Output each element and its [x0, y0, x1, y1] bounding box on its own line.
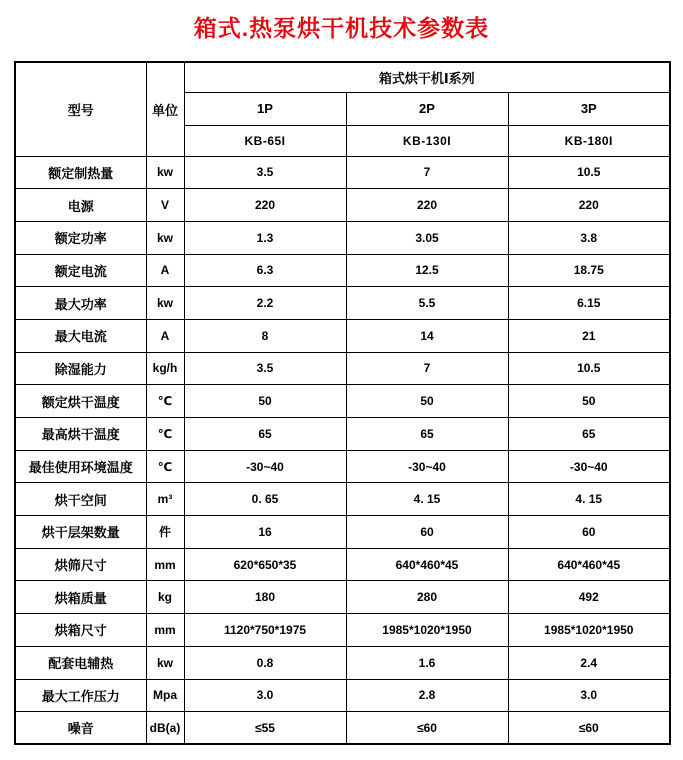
param-value: 3.8 — [508, 221, 670, 254]
param-value: 4. 15 — [346, 483, 508, 516]
spec-row — [15, 646, 670, 679]
param-value: 3.5 — [184, 156, 346, 189]
param-value: 12.5 — [346, 254, 508, 287]
param-label: 最大功率 — [15, 287, 146, 320]
model-number-3p: KB-180I — [508, 125, 670, 156]
param-value: ≤60 — [346, 712, 508, 745]
param-value: 4. 15 — [508, 483, 670, 516]
spec-row — [15, 352, 670, 385]
param-unit: kg — [146, 581, 184, 614]
param-value: 1985*1020*1950 — [346, 614, 508, 647]
param-value: 65 — [508, 418, 670, 451]
param-label: 烘箱质量 — [15, 581, 146, 614]
spec-row — [15, 221, 670, 254]
param-value: 6.15 — [508, 287, 670, 320]
param-value: 220 — [508, 189, 670, 222]
param-unit: V — [146, 189, 184, 222]
param-value: 3.05 — [346, 221, 508, 254]
param-value: ≤60 — [508, 712, 670, 745]
param-value: 5.5 — [346, 287, 508, 320]
param-value: 1.6 — [346, 646, 508, 679]
spec-row — [15, 712, 670, 745]
param-unit: ℃ — [146, 385, 184, 418]
model-number-2p: KB-130I — [346, 125, 508, 156]
param-unit: dB(a) — [146, 712, 184, 745]
param-value: 21 — [508, 319, 670, 352]
param-value: 65 — [346, 418, 508, 451]
param-label: 电源 — [15, 189, 146, 222]
param-value: 3.0 — [508, 679, 670, 712]
param-unit: A — [146, 254, 184, 287]
param-unit: kw — [146, 221, 184, 254]
spec-table-body — [15, 156, 670, 744]
param-label: 噪音 — [15, 712, 146, 745]
spec-row — [15, 156, 670, 189]
param-value: -30~40 — [508, 450, 670, 483]
param-value: 3.5 — [184, 352, 346, 385]
param-unit: A — [146, 319, 184, 352]
param-value: 1985*1020*1950 — [508, 614, 670, 647]
power-header-2p: 2P — [346, 92, 508, 125]
param-value: 60 — [346, 516, 508, 549]
param-value: 2.4 — [508, 646, 670, 679]
param-unit: Mpa — [146, 679, 184, 712]
param-value: 0.8 — [184, 646, 346, 679]
param-value: 2.2 — [184, 287, 346, 320]
param-label: 最大工作压力 — [15, 679, 146, 712]
param-unit: m³ — [146, 483, 184, 516]
spec-row — [15, 679, 670, 712]
spec-table-header — [15, 62, 670, 156]
param-value: 14 — [346, 319, 508, 352]
param-value: 50 — [346, 385, 508, 418]
param-value: 220 — [346, 189, 508, 222]
unit-column-header: 单位 — [146, 62, 184, 156]
spec-table — [14, 61, 671, 745]
param-unit: kw — [146, 287, 184, 320]
param-value: 180 — [184, 581, 346, 614]
param-label: 额定烘干温度 — [15, 385, 146, 418]
param-value: 492 — [508, 581, 670, 614]
param-label: 烘筛尺寸 — [15, 548, 146, 581]
param-value: 7 — [346, 156, 508, 189]
spec-row — [15, 189, 670, 222]
spec-row — [15, 450, 670, 483]
param-value: 10.5 — [508, 352, 670, 385]
param-unit: kw — [146, 646, 184, 679]
page-title: 箱式.热泵烘干机技术参数表 — [193, 15, 490, 41]
param-value: 2.8 — [346, 679, 508, 712]
param-label: 配套电辅热 — [15, 646, 146, 679]
param-label: 烘干层架数量 — [15, 516, 146, 549]
param-value: 10.5 — [508, 156, 670, 189]
param-unit: 件 — [146, 516, 184, 549]
param-unit: kw — [146, 156, 184, 189]
model-column-header: 型号 — [15, 62, 146, 156]
param-value: 8 — [184, 319, 346, 352]
param-label: 烘箱尺寸 — [15, 614, 146, 647]
series-header: 箱式烘干机Ⅰ系列 — [184, 62, 670, 92]
spec-row — [15, 254, 670, 287]
param-value: 16 — [184, 516, 346, 549]
param-label: 额定功率 — [15, 221, 146, 254]
param-value: 65 — [184, 418, 346, 451]
spec-row — [15, 287, 670, 320]
spec-row — [15, 319, 670, 352]
header-row-series — [15, 62, 670, 92]
spec-row — [15, 516, 670, 549]
param-value: 220 — [184, 189, 346, 222]
param-value: 1120*750*1975 — [184, 614, 346, 647]
param-value: 60 — [508, 516, 670, 549]
param-label: 额定制热量 — [15, 156, 146, 189]
param-value: 7 — [346, 352, 508, 385]
param-unit: mm — [146, 548, 184, 581]
param-unit: ℃ — [146, 450, 184, 483]
spec-row — [15, 385, 670, 418]
param-label: 最大电流 — [15, 319, 146, 352]
param-value: -30~40 — [346, 450, 508, 483]
spec-row — [15, 483, 670, 516]
param-value: 640*460*45 — [508, 548, 670, 581]
param-value: ≤55 — [184, 712, 346, 745]
param-unit: mm — [146, 614, 184, 647]
param-value: 3.0 — [184, 679, 346, 712]
param-value: 1.3 — [184, 221, 346, 254]
param-label: 最佳使用环境温度 — [15, 450, 146, 483]
spec-row — [15, 418, 670, 451]
param-unit: ℃ — [146, 418, 184, 451]
spec-row — [15, 614, 670, 647]
param-label: 烘干空间 — [15, 483, 146, 516]
param-value: 50 — [184, 385, 346, 418]
param-value: -30~40 — [184, 450, 346, 483]
param-unit: kg/h — [146, 352, 184, 385]
model-number-1p: KB-65I — [184, 125, 346, 156]
param-value: 0. 65 — [184, 483, 346, 516]
param-value: 50 — [508, 385, 670, 418]
spec-row — [15, 581, 670, 614]
power-header-1p: 1P — [184, 92, 346, 125]
param-label: 最高烘干温度 — [15, 418, 146, 451]
param-value: 280 — [346, 581, 508, 614]
param-label: 除湿能力 — [15, 352, 146, 385]
param-value: 6.3 — [184, 254, 346, 287]
param-label: 额定电流 — [15, 254, 146, 287]
power-header-3p: 3P — [508, 92, 670, 125]
spec-row — [15, 548, 670, 581]
param-value: 640*460*45 — [346, 548, 508, 581]
param-value: 620*650*35 — [184, 548, 346, 581]
param-value: 18.75 — [508, 254, 670, 287]
